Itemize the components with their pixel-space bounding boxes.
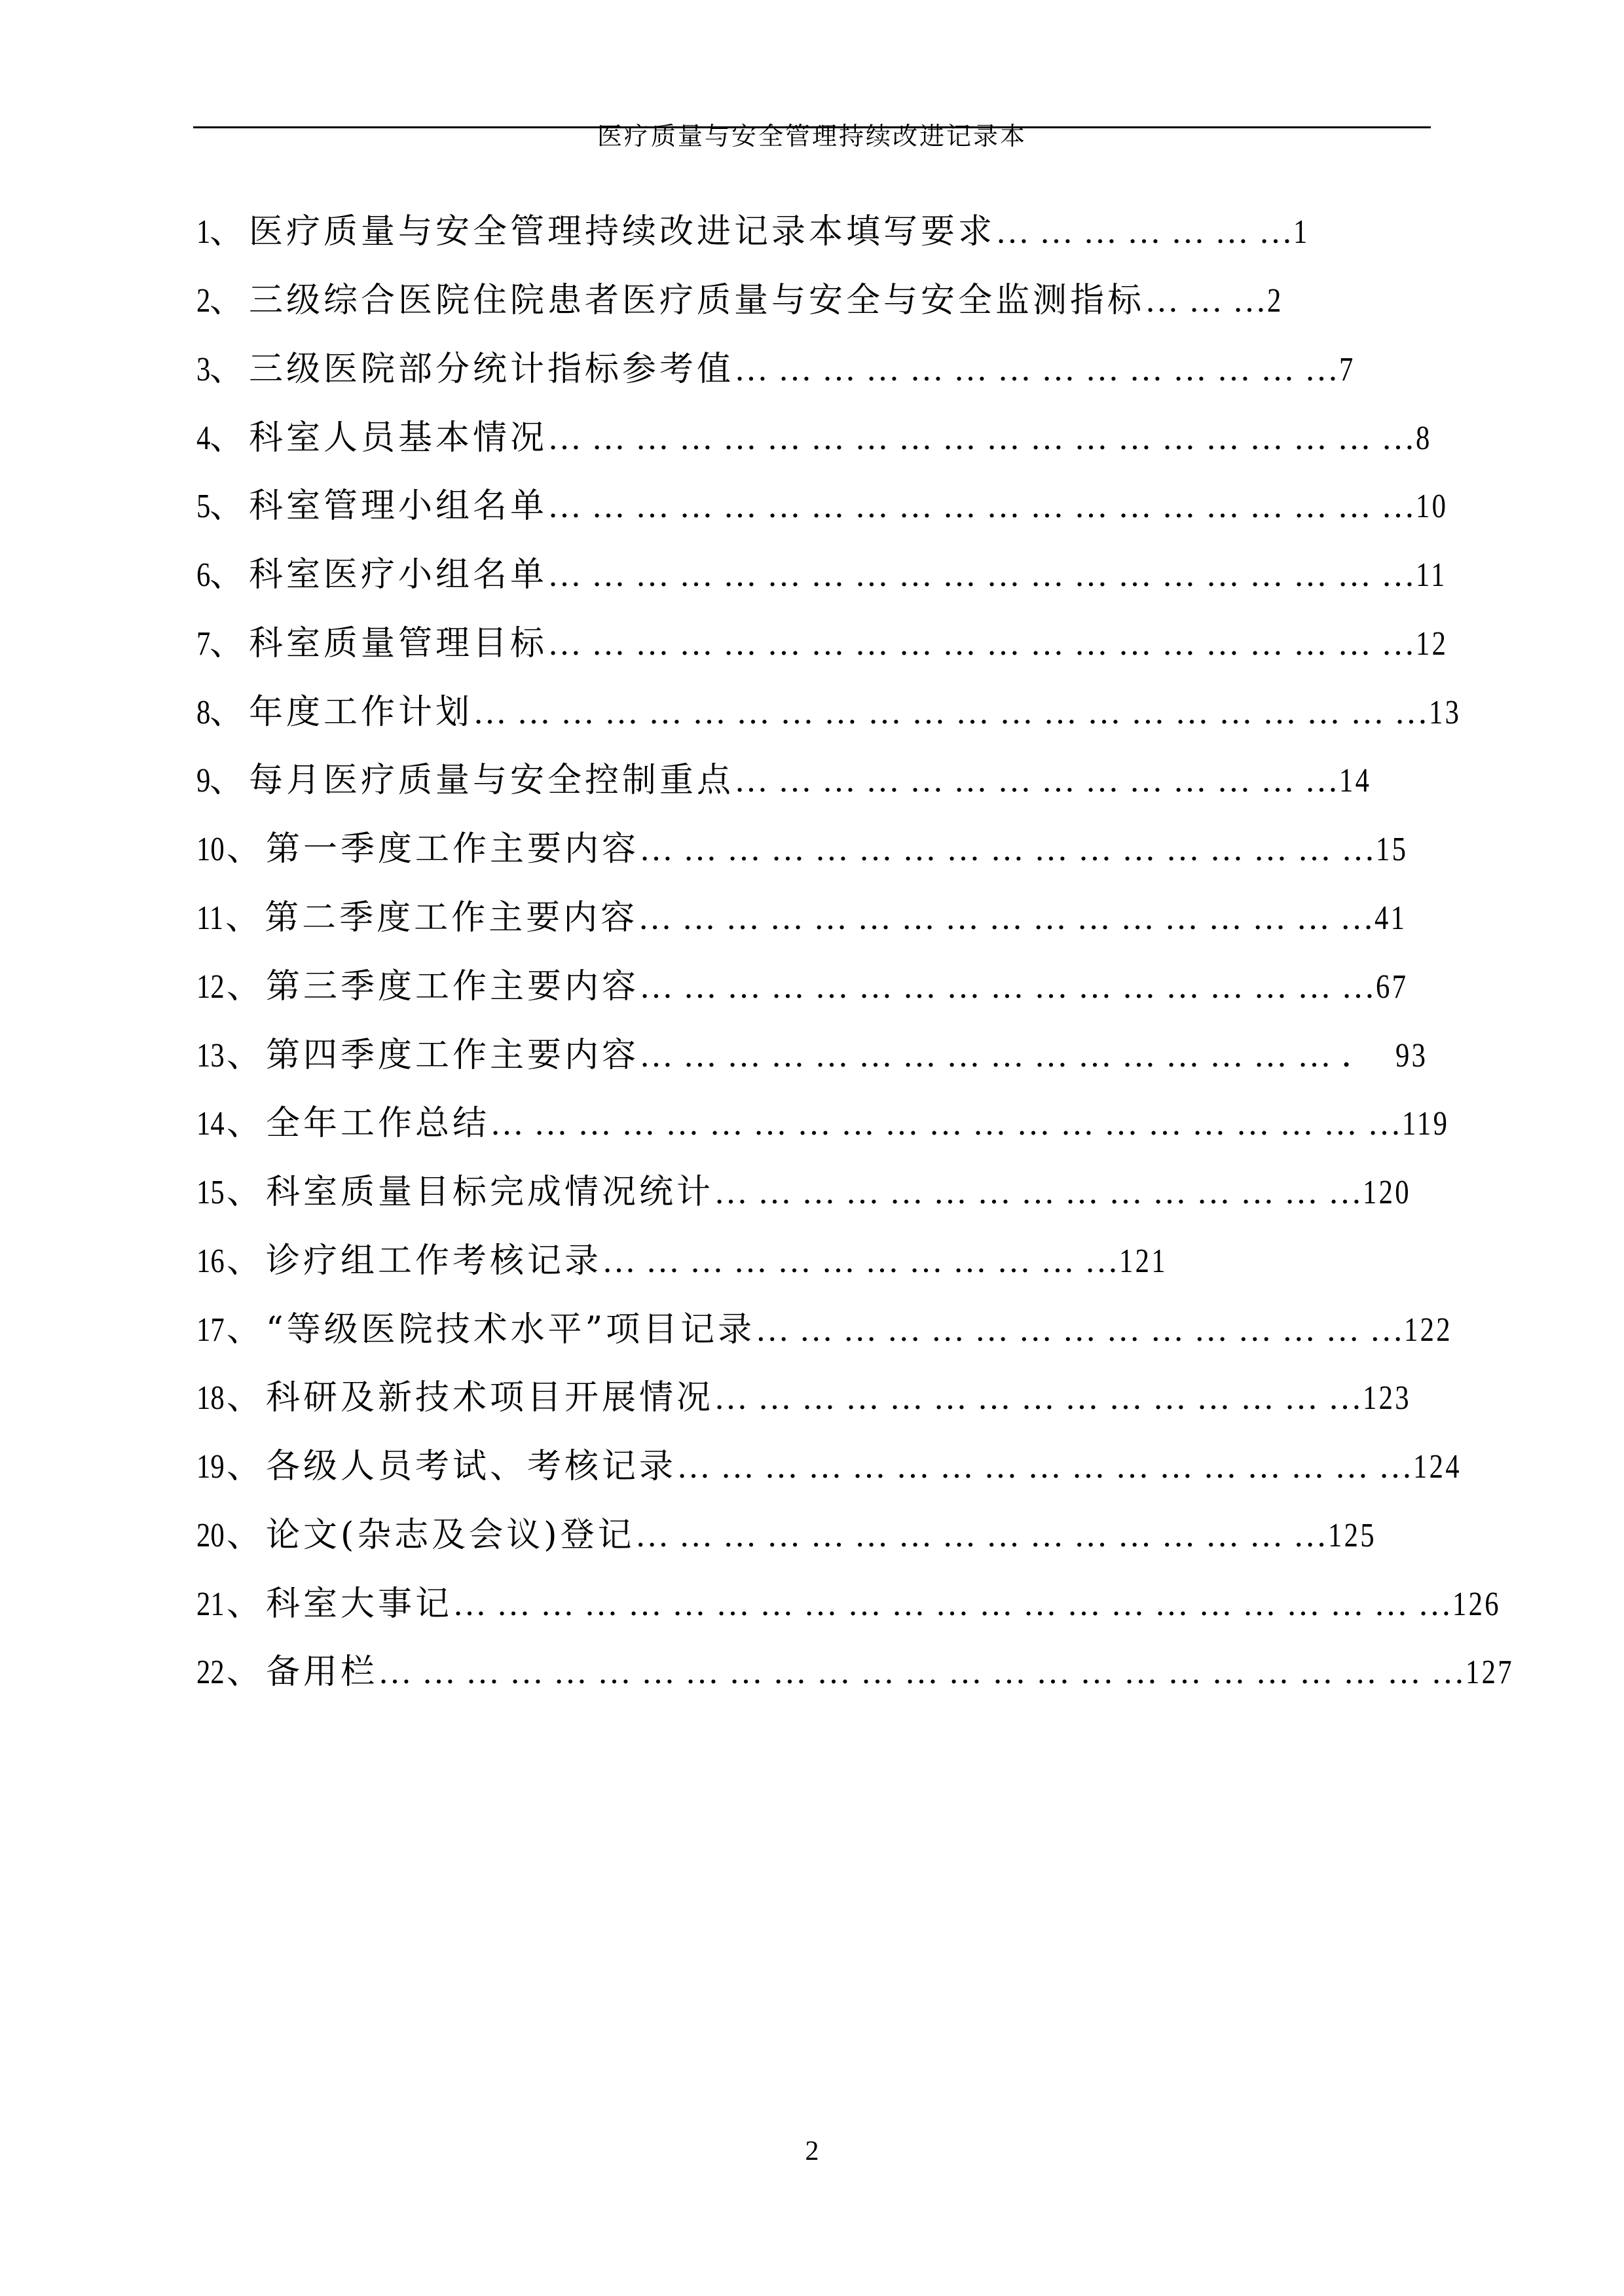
toc-entry-separator: 、 xyxy=(227,1310,267,1349)
toc-entry-number: 10 xyxy=(196,831,225,868)
toc-entry-number: 13 xyxy=(196,1037,225,1074)
toc-entry-separator: 、 xyxy=(225,898,265,938)
toc-entry-title: 科室大事记 xyxy=(266,1584,453,1624)
toc-entry-title: 三级医院部分统计指标参考值 xyxy=(249,350,735,389)
toc-dot-leader: … … … … … … … … … … … … … … … … … … … … xyxy=(547,420,1416,457)
toc-entry[interactable] xyxy=(196,281,1287,320)
toc-entry-separator: 、 xyxy=(227,967,267,1006)
toc-entry[interactable] xyxy=(196,555,1454,594)
toc-entry-separator: 、 xyxy=(210,486,249,526)
toc-entry-number: 4 xyxy=(196,420,211,457)
toc-entry-number: 9 xyxy=(196,762,211,799)
toc-entry-number: 2 xyxy=(196,282,211,319)
toc-entry[interactable] xyxy=(196,1447,1472,1486)
toc-entry-page: 67 xyxy=(1376,968,1409,1006)
toc-dot-leader: … … … … … … … … … … … … … … … … … … … … xyxy=(547,488,1416,525)
toc-dot-leader: … … … … … … … … … … … … … … … … … xyxy=(639,831,1376,868)
toc-entry[interactable] xyxy=(196,418,1435,458)
toc-entry-separator: 、 xyxy=(227,1378,267,1417)
toc-entry-separator: 、 xyxy=(227,1036,267,1075)
toc-entry-title: 科研及新技术项目开展情况 xyxy=(266,1378,714,1417)
toc-entry-number: 1 xyxy=(196,213,211,251)
toc-entry[interactable] xyxy=(196,1104,1460,1143)
toc-entry[interactable] xyxy=(196,1516,1387,1555)
toc-entry-separator: 、 xyxy=(210,418,249,458)
toc-entry-separator: 、 xyxy=(210,624,249,663)
toc-entry-page: 1 xyxy=(1293,213,1310,251)
toc-entry-title: 论文(杂志及会议)登记 xyxy=(266,1516,635,1555)
toc-entry-separator: 、 xyxy=(210,212,249,251)
toc-entry-number: 18 xyxy=(196,1379,225,1417)
toc-entry-title: 诊疗组工作考核记录 xyxy=(266,1241,602,1281)
toc-entry-number: 22 xyxy=(196,1654,225,1691)
toc-entry-page: 126 xyxy=(1452,1586,1501,1623)
toc-entry[interactable] xyxy=(196,1584,1511,1624)
toc-entry-title: 科室质量管理目标 xyxy=(249,624,548,663)
toc-entry[interactable] xyxy=(196,624,1455,663)
toc-entry-page: 8 xyxy=(1416,420,1432,457)
toc-entry-number: 11 xyxy=(196,900,224,937)
toc-entry-page: 10 xyxy=(1416,488,1449,525)
toc-entry-title: 第三季度工作主要内容 xyxy=(266,967,640,1006)
toc-dot-leader: … … … … … … … … … … … … … … … … … xyxy=(639,968,1376,1006)
toc-entry-title: “等级医院技术水平”项目记录 xyxy=(266,1310,756,1349)
toc-entry[interactable] xyxy=(196,1310,1463,1349)
toc-entry-separator: 、 xyxy=(210,350,249,389)
toc-entry-page: 121 xyxy=(1119,1243,1168,1280)
toc-entry-number: 5 xyxy=(196,488,211,525)
toc-entry-title: 三级综合医院住院患者医疗质量与安全与安全监测指标 xyxy=(249,281,1145,320)
toc-entry-number: 6 xyxy=(196,556,211,594)
toc-entry-page: 125 xyxy=(1327,1517,1376,1554)
toc-entry-page: 127 xyxy=(1466,1654,1514,1691)
toc-entry-page: 15 xyxy=(1376,831,1409,868)
toc-dot-leader: … … … … … … … … … … … … … … … … … … … … … xyxy=(490,1105,1403,1142)
toc-dot-leader: … … … … … … … … … … … … … … … … … … … … … … xyxy=(473,694,1430,731)
toc-dot-leader: … … … xyxy=(1145,282,1268,319)
toc-entry-title: 全年工作总结 xyxy=(266,1104,490,1143)
toc-entry-page: 11 xyxy=(1416,556,1447,594)
toc-entry-page: 2 xyxy=(1267,282,1283,319)
toc-dot-leader: … … … … … … … … … … … … … … … … … … … … xyxy=(547,556,1416,594)
toc-entry-number: 19 xyxy=(196,1448,225,1485)
toc-entry[interactable] xyxy=(196,967,1415,1006)
toc-entry-separator: 、 xyxy=(227,1652,267,1692)
toc-entry-page: 13 xyxy=(1429,694,1462,731)
toc-entry-number: 7 xyxy=(196,625,211,663)
toc-entry-page: 120 xyxy=(1363,1174,1411,1211)
toc-entry-number: 8 xyxy=(196,694,211,731)
toc-entry-title: 第二季度工作主要内容 xyxy=(265,898,638,938)
toc-entry-title: 科室质量目标完成情况统计 xyxy=(266,1173,714,1212)
toc-entry[interactable] xyxy=(196,693,1468,732)
toc-entry[interactable] xyxy=(196,761,1378,800)
toc-entry-number: 12 xyxy=(196,968,225,1006)
toc-entry-title: 第四季度工作主要内容 xyxy=(266,1036,640,1075)
toc-entry-number: 17 xyxy=(196,1311,225,1349)
toc-entry-separator: 、 xyxy=(210,555,249,594)
toc-entry[interactable] xyxy=(196,1652,1524,1692)
toc-dot-leader: … … … … … … … … … … … … … … … xyxy=(714,1379,1363,1417)
toc-entry-number: 14 xyxy=(196,1105,225,1142)
toc-entry[interactable] xyxy=(196,212,1313,251)
toc-entry-page: 7 xyxy=(1339,351,1356,388)
toc-entry-separator: 、 xyxy=(227,1584,267,1624)
toc-entry-title: 年度工作计划 xyxy=(249,693,473,732)
toc-entry-title: 医疗质量与安全管理持续改进记录本填写要求 xyxy=(249,212,996,251)
toc-entry-page: 122 xyxy=(1404,1311,1452,1349)
toc-entry-number: 16 xyxy=(196,1243,225,1280)
toc-entry-number: 3 xyxy=(196,351,211,388)
toc-entry-number: 21 xyxy=(196,1586,225,1623)
toc-dot-leader: … … … … … … … … … … … … … … … … … … … … … … … xyxy=(452,1586,1453,1623)
toc-entry-separator: 、 xyxy=(210,693,249,732)
toc-dot-leader: … … … … … … … xyxy=(995,213,1294,251)
toc-entry-separator: 、 xyxy=(227,1516,267,1555)
toc-entry[interactable] xyxy=(196,1036,1435,1075)
toc-entry-separator: 、 xyxy=(227,829,267,869)
toc-dot-leader: … … … … … … … … … … … … xyxy=(602,1243,1120,1280)
toc-dot-leader: … … … … … … … … … … … … … … … xyxy=(714,1174,1363,1211)
toc-entry-number: 20 xyxy=(196,1517,225,1554)
toc-entry-page: 12 xyxy=(1416,625,1449,663)
toc-entry-title: 科室医疗小组名单 xyxy=(249,555,548,594)
toc-entry[interactable] xyxy=(196,829,1415,869)
running-header-title: 医疗质量与安全管理持续改进记录本 xyxy=(597,122,1027,151)
toc-entry[interactable] xyxy=(196,1173,1422,1212)
toc-dot-leader: … … … … … … … … … … … … … … … … … … … … … … … … … xyxy=(378,1654,1466,1691)
toc-dot-leader: … … … … … … … … … … … … … … … … … … … … xyxy=(547,625,1416,663)
toc-entry-title: 科室管理小组名单 xyxy=(249,486,548,526)
toc-dot-leader: … … … … … … … … … … … … … … … … … xyxy=(676,1448,1414,1485)
toc-entry-title: 每月医疗质量与安全控制重点 xyxy=(249,761,735,800)
toc-entry-title: 各级人员考试、考核记录 xyxy=(266,1447,677,1486)
toc-entry-page: 41 xyxy=(1375,900,1407,937)
toc-entry[interactable] xyxy=(196,898,1414,938)
toc-entry[interactable] xyxy=(196,1241,1178,1281)
toc-entry-separator: 、 xyxy=(210,281,249,320)
toc-dot-leader: … … … … … … … … … … … … … … … … ． xyxy=(639,1037,1376,1074)
toc-dot-leader: … … … … … … … … … … … … … … xyxy=(734,762,1340,799)
toc-entry-page: 123 xyxy=(1363,1379,1411,1417)
toc-entry-separator: 、 xyxy=(210,761,249,800)
toc-entry-separator: 、 xyxy=(227,1173,267,1212)
page-number: 2 xyxy=(805,2136,819,2166)
toc-entry-page: 119 xyxy=(1402,1105,1450,1142)
toc-entry[interactable] xyxy=(196,1378,1422,1417)
toc-dot-leader: … … … … … … … … … … … … … … … xyxy=(755,1311,1405,1349)
toc-dot-leader: … … … … … … … … … … … … … … … … … xyxy=(638,900,1375,937)
toc-entry-title: 备用栏 xyxy=(266,1652,378,1692)
toc-dot-leader: … … … … … … … … … … … … … … … … xyxy=(635,1517,1328,1554)
toc-entry[interactable] xyxy=(196,350,1359,389)
toc-entry-separator: 、 xyxy=(227,1104,267,1143)
toc-entry[interactable] xyxy=(196,486,1455,526)
toc-entry-separator: 、 xyxy=(227,1241,267,1281)
toc-entry-separator: 、 xyxy=(227,1447,267,1486)
toc-entry-page: 14 xyxy=(1339,762,1372,799)
toc-entry-page: 124 xyxy=(1413,1448,1462,1485)
toc-entry-title: 科室人员基本情况 xyxy=(249,418,548,458)
toc-dot-leader: … … … … … … … … … … … … … … xyxy=(734,351,1340,388)
toc-entry-title: 第一季度工作主要内容 xyxy=(266,829,640,869)
toc-entry-number: 15 xyxy=(196,1174,225,1211)
toc-entry-page: 93 xyxy=(1395,1037,1428,1074)
